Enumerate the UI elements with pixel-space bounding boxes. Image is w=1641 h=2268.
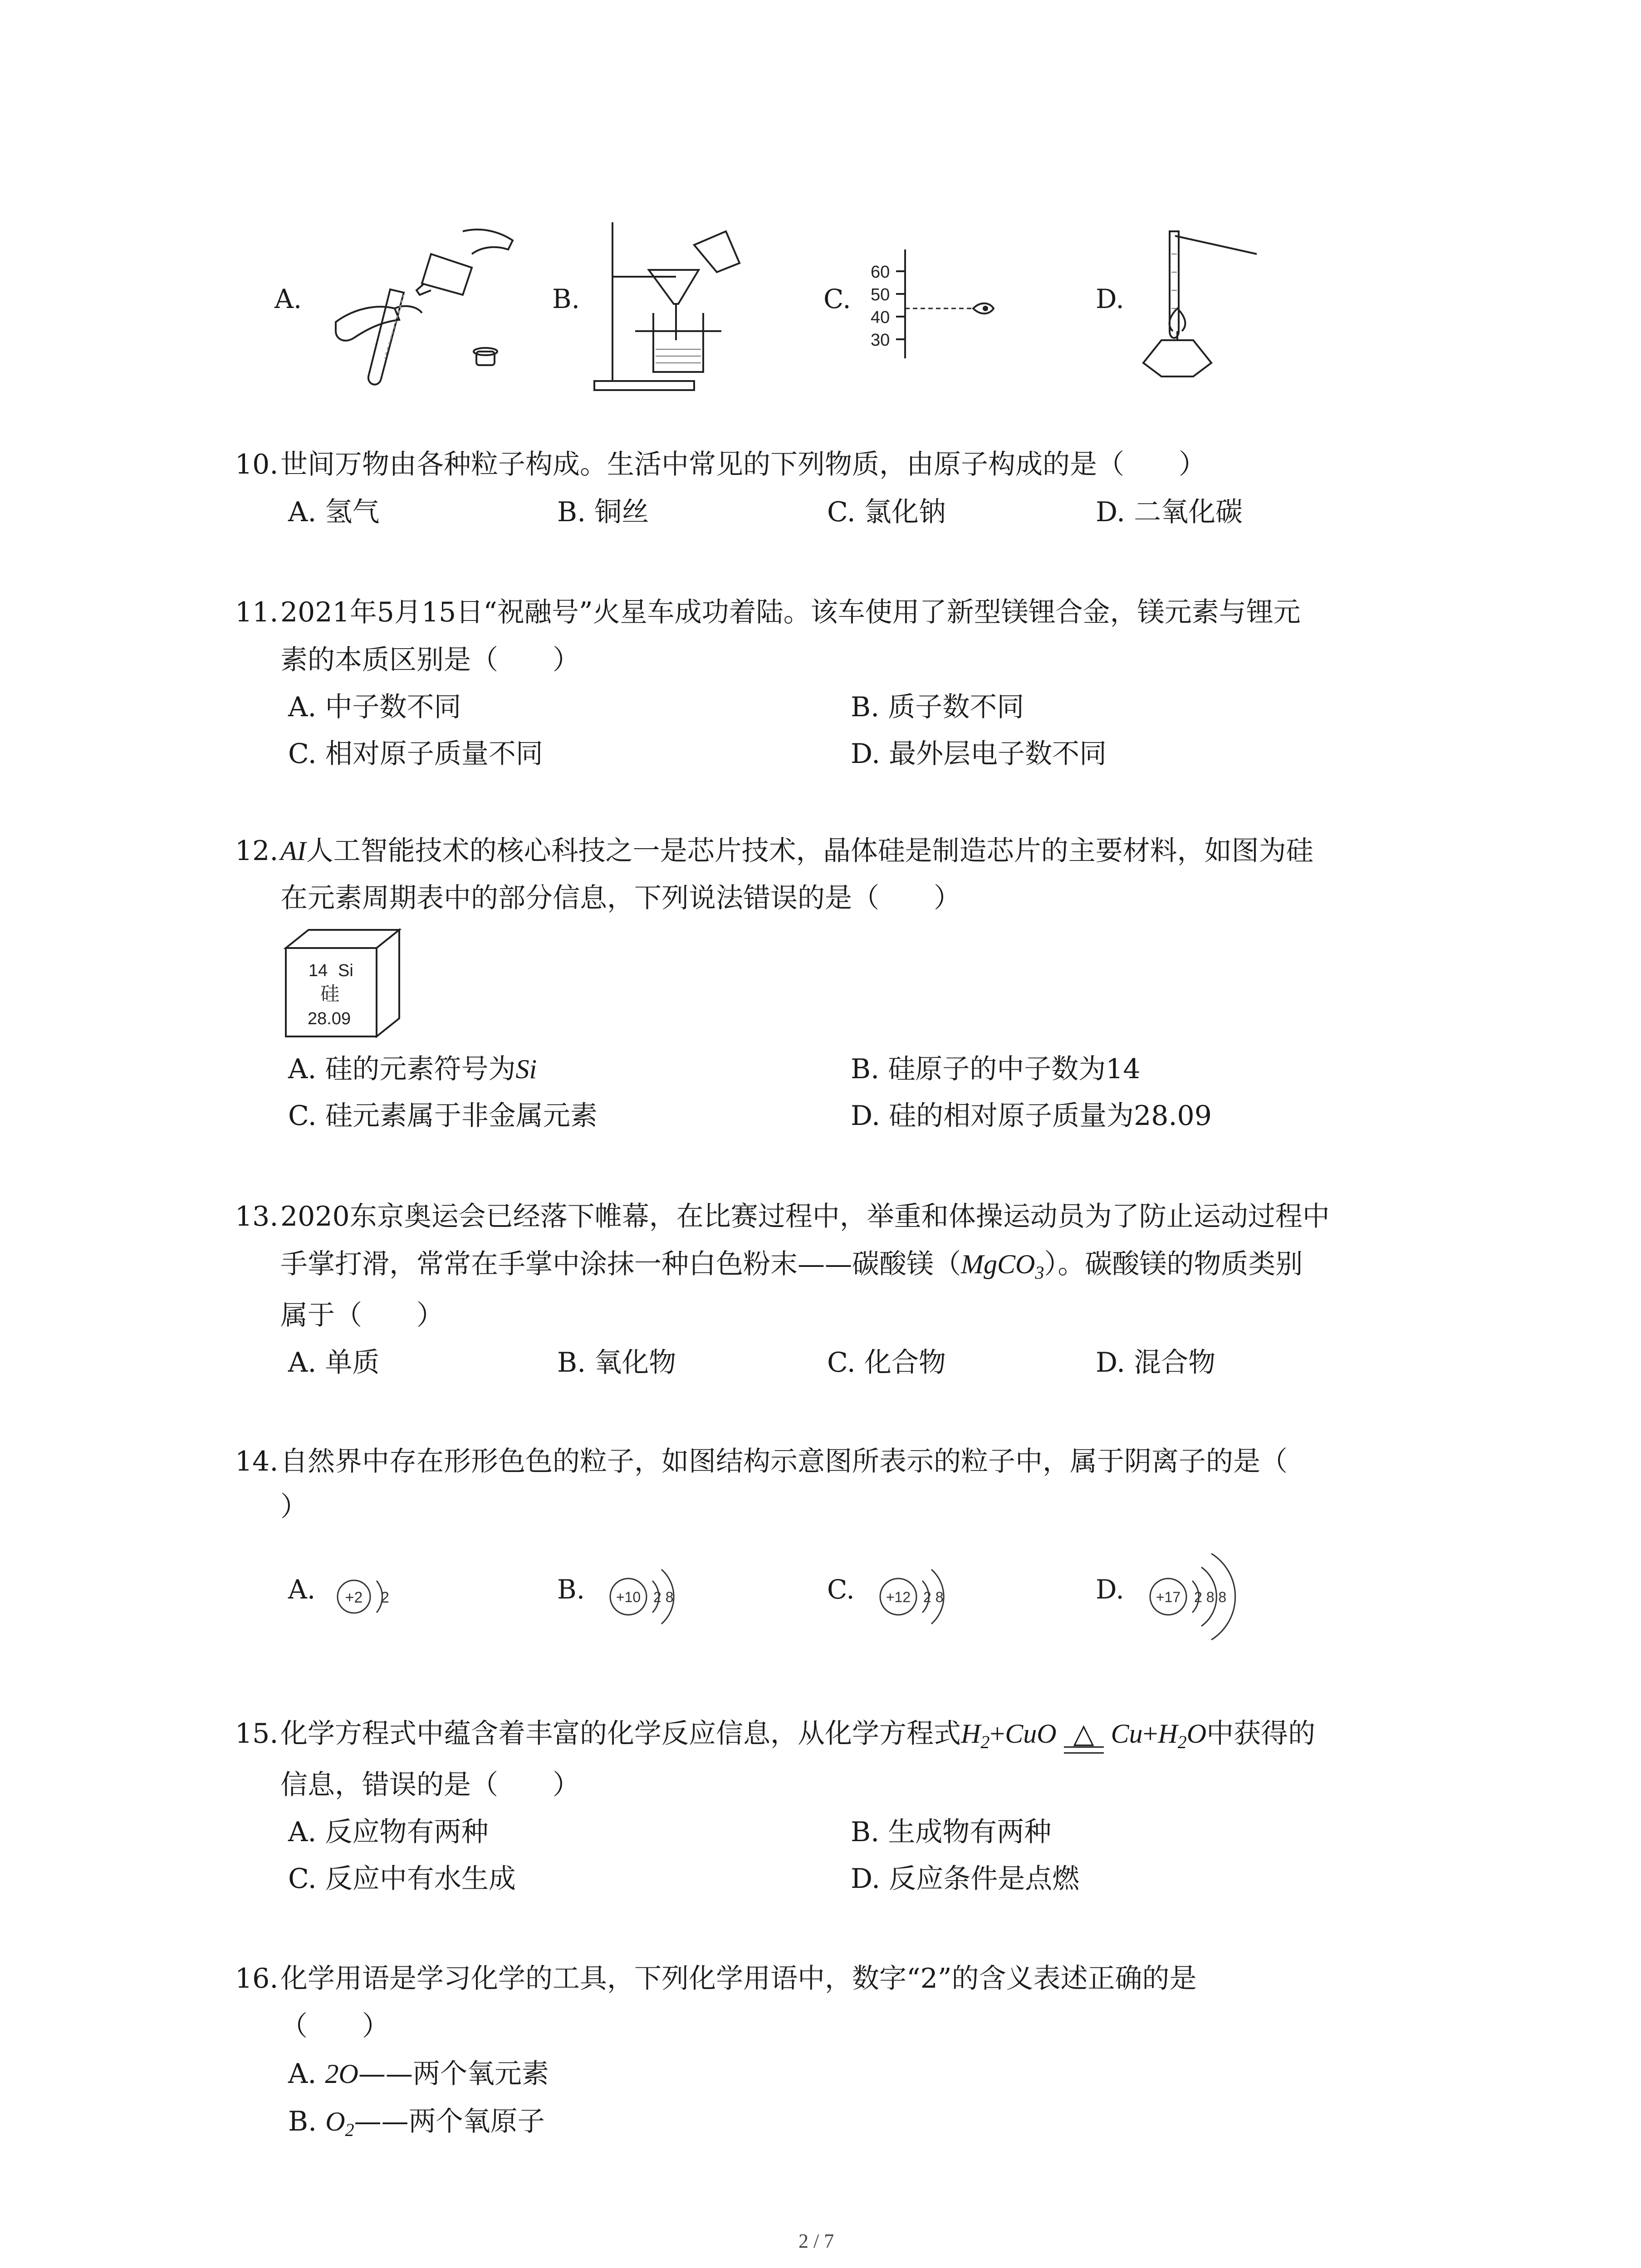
q15-stem-text: 化学方程式中蕴含着丰富的化学反应信息，从化学方程式 xyxy=(280,1718,961,1750)
q14-number: 14. xyxy=(235,1446,279,1477)
q10-option-c[interactable]: C. 氯化钠 xyxy=(827,496,946,528)
q13-option-b[interactable]: B. 氧化物 xyxy=(557,1347,676,1378)
atom-diagram-b xyxy=(603,1542,712,1651)
silicon-name: 硅 xyxy=(320,982,340,1005)
atom-c-nucleus: +12 xyxy=(886,1589,911,1605)
q13-stem-line1: 2020东京奥运会已经落下帷幕，在比赛过程中，举重和体操运动员为了防止运动过程中 xyxy=(280,1201,1330,1232)
q10-option-b[interactable]: B. 铜丝 xyxy=(557,496,649,528)
q16-option-b-letter: O xyxy=(325,2107,345,2136)
q15-option-d[interactable]: D. 反应条件是点燃 xyxy=(851,1863,1080,1895)
q15-eq-h2o-h: H xyxy=(1158,1719,1178,1749)
q15-option-a[interactable]: A. 反应物有两种 xyxy=(288,1816,489,1848)
cylinder-tick-50: 50 xyxy=(871,285,890,304)
q10-stem: 世间万物由各种粒子构成。生活中常见的下列物质，由原子构成的是（ ） xyxy=(280,449,1206,480)
q16-number: 16. xyxy=(235,1963,279,1994)
q12-option-d[interactable]: D. 硅的相对原子质量为28.09 xyxy=(851,1100,1212,1132)
q13-stem-line2 xyxy=(280,1245,1303,1292)
silicon-atomic-number: 14 xyxy=(309,961,328,980)
atom-d-nucleus: +17 xyxy=(1156,1589,1181,1605)
atom-diagram-a xyxy=(333,1560,406,1633)
q12-option-a-symbol: Si xyxy=(515,1054,537,1084)
atom-d-shells: 2 8 8 xyxy=(1194,1589,1227,1605)
q16-option-b-prefix: B. xyxy=(288,2106,326,2137)
q16-option-a-prefix: A. xyxy=(288,2058,325,2090)
q11-option-c[interactable]: C. 相对原子质量不同 xyxy=(288,738,543,770)
q12-option-b[interactable]: B. 硅原子的中子数为14 xyxy=(851,1053,1141,1085)
q16-option-a-text: ——两个氧元素 xyxy=(358,2058,549,2090)
silicon-mass: 28.09 xyxy=(308,1009,351,1028)
q13-number: 13. xyxy=(235,1201,279,1232)
q16-option-b[interactable] xyxy=(288,2102,545,2149)
q15-eq-plus2: + xyxy=(1142,1719,1158,1749)
q12-number: 12. xyxy=(235,835,279,867)
q12-stem-line2: 在元素周期表中的部分信息，下列说法错误的是（ ） xyxy=(280,882,961,914)
q12-option-a-text: A. 硅的元素符号为 xyxy=(288,1053,516,1085)
pouring-liquid-figure xyxy=(327,222,522,390)
cylinder-tick-60: 60 xyxy=(871,263,890,282)
q10-option-d[interactable]: D. 二氧化碳 xyxy=(1096,496,1243,528)
q13-formula-subscript: 3 xyxy=(1035,1262,1044,1283)
q15-eq-h: H xyxy=(961,1719,981,1749)
q15-option-c[interactable]: C. 反应中有水生成 xyxy=(288,1863,516,1895)
fig-label-b: B. xyxy=(552,284,580,314)
q15-eq-condition xyxy=(1057,1715,1111,1753)
filtration-figure xyxy=(585,218,758,395)
heating-tube-figure xyxy=(1121,227,1270,390)
q12-stem-line1 xyxy=(280,832,1313,870)
q13-formula xyxy=(961,1249,1044,1283)
q13-formula-main: MgCO xyxy=(961,1249,1035,1279)
q15-eq-h2o-sub: 2 xyxy=(1177,1732,1187,1752)
silicon-element-cell xyxy=(281,925,404,1043)
q15-option-b[interactable]: B. 生成物有两种 xyxy=(851,1816,1052,1848)
q14-stem-line2: ） xyxy=(280,1491,308,1523)
q15-number: 15. xyxy=(235,1718,279,1750)
q11-number: 11. xyxy=(235,596,279,628)
q12-stem-line1-text: 人工智能技术的核心科技之一是芯片技术，晶体硅是制造芯片的主要材料，如图为硅 xyxy=(306,835,1313,867)
q12-ai-term: AI xyxy=(280,836,306,866)
atom-c-shells: 2 8 xyxy=(923,1589,944,1605)
atom-diagram-c xyxy=(873,1542,982,1651)
q14-label-c[interactable]: C. xyxy=(827,1574,855,1605)
q16-option-a[interactable] xyxy=(288,2055,549,2093)
q15-eq-h2o-o: O xyxy=(1186,1719,1207,1749)
q13-stem-line3: 属于（ ） xyxy=(280,1300,444,1331)
q11-option-a[interactable]: A. 中子数不同 xyxy=(288,691,461,723)
q11-option-d[interactable]: D. 最外层电子数不同 xyxy=(851,738,1107,770)
q15-eq-cu: Cu xyxy=(1111,1719,1143,1749)
cylinder-tick-30: 30 xyxy=(871,331,890,350)
graduated-cylinder-figure xyxy=(869,245,1000,363)
q14-stem-line1: 自然界中存在形形色色的粒子，如图结构示意图所表示的粒子中，属于阴离子的是（ xyxy=(280,1446,1288,1477)
q10-option-a[interactable]: A. 氢气 xyxy=(288,496,380,528)
q15-double-line xyxy=(1064,1746,1104,1754)
q11-stem-line1: 2021年5月15日“祝融号”火星车成功着陆。该车使用了新型镁锂合金，镁元素与锂元 xyxy=(280,596,1301,628)
q16-stem-line1: 化学用语是学习化学的工具，下列化学用语中，数字“2”的含义表述正确的是 xyxy=(280,1963,1197,1994)
page-number: 2 / 7 xyxy=(798,2230,834,2252)
q13-option-c[interactable]: C. 化合物 xyxy=(827,1347,946,1378)
q10-number: 10. xyxy=(235,449,279,480)
fig-label-a: A. xyxy=(274,284,302,314)
q15-equation xyxy=(961,1719,1207,1752)
q15-eq-plus1: + xyxy=(989,1719,1005,1749)
q15-heat-symbol: △ xyxy=(1073,1719,1094,1749)
q11-option-b[interactable]: B. 质子数不同 xyxy=(851,691,1024,723)
cylinder-tick-40: 40 xyxy=(871,308,890,327)
q16-option-b-text: ——两个氧原子 xyxy=(354,2106,545,2137)
q15-stem-line1 xyxy=(280,1715,1315,1761)
q16-option-b-subscript: 2 xyxy=(345,2120,354,2140)
q11-stem-line2: 素的本质区别是（ ） xyxy=(280,644,580,676)
q14-label-a[interactable]: A. xyxy=(288,1574,316,1605)
q13-option-a[interactable]: A. 单质 xyxy=(288,1347,380,1378)
q13-option-d[interactable]: D. 混合物 xyxy=(1096,1347,1216,1378)
atom-b-nucleus: +10 xyxy=(616,1589,641,1605)
q12-option-c[interactable]: C. 硅元素属于非金属元素 xyxy=(288,1100,598,1132)
q12-option-a[interactable] xyxy=(288,1050,537,1088)
silicon-symbol: Si xyxy=(338,961,353,980)
fig-label-c: C. xyxy=(823,284,851,314)
fig-label-d: D. xyxy=(1096,284,1124,314)
atom-a-shells: 2 xyxy=(381,1589,389,1606)
q16-option-a-formula: 2O xyxy=(325,2059,358,2089)
q15-eq-h-sub: 2 xyxy=(980,1732,990,1752)
q13-stem-line2-b: ）。碳酸镁的物质类别 xyxy=(1044,1248,1303,1280)
q15-eq-cuo: CuO xyxy=(1005,1719,1057,1749)
atom-a-nucleus: +2 xyxy=(345,1589,363,1606)
q14-label-b[interactable]: B. xyxy=(557,1574,585,1605)
q16-option-b-formula xyxy=(325,2107,354,2140)
q15-stem-line2: 信息，错误的是（ ） xyxy=(280,1769,580,1801)
q13-stem-line2-a: 手掌打滑，常常在手掌中涂抹一种白色粉末——碳酸镁（ xyxy=(280,1248,961,1280)
q16-stem-line2: （ ） xyxy=(280,2010,389,2042)
atom-diagram-d xyxy=(1143,1529,1284,1665)
q15-stem-tail: 中获得的 xyxy=(1206,1718,1316,1750)
atom-b-shells: 2 8 xyxy=(653,1589,674,1605)
q14-label-d[interactable]: D. xyxy=(1096,1574,1124,1605)
